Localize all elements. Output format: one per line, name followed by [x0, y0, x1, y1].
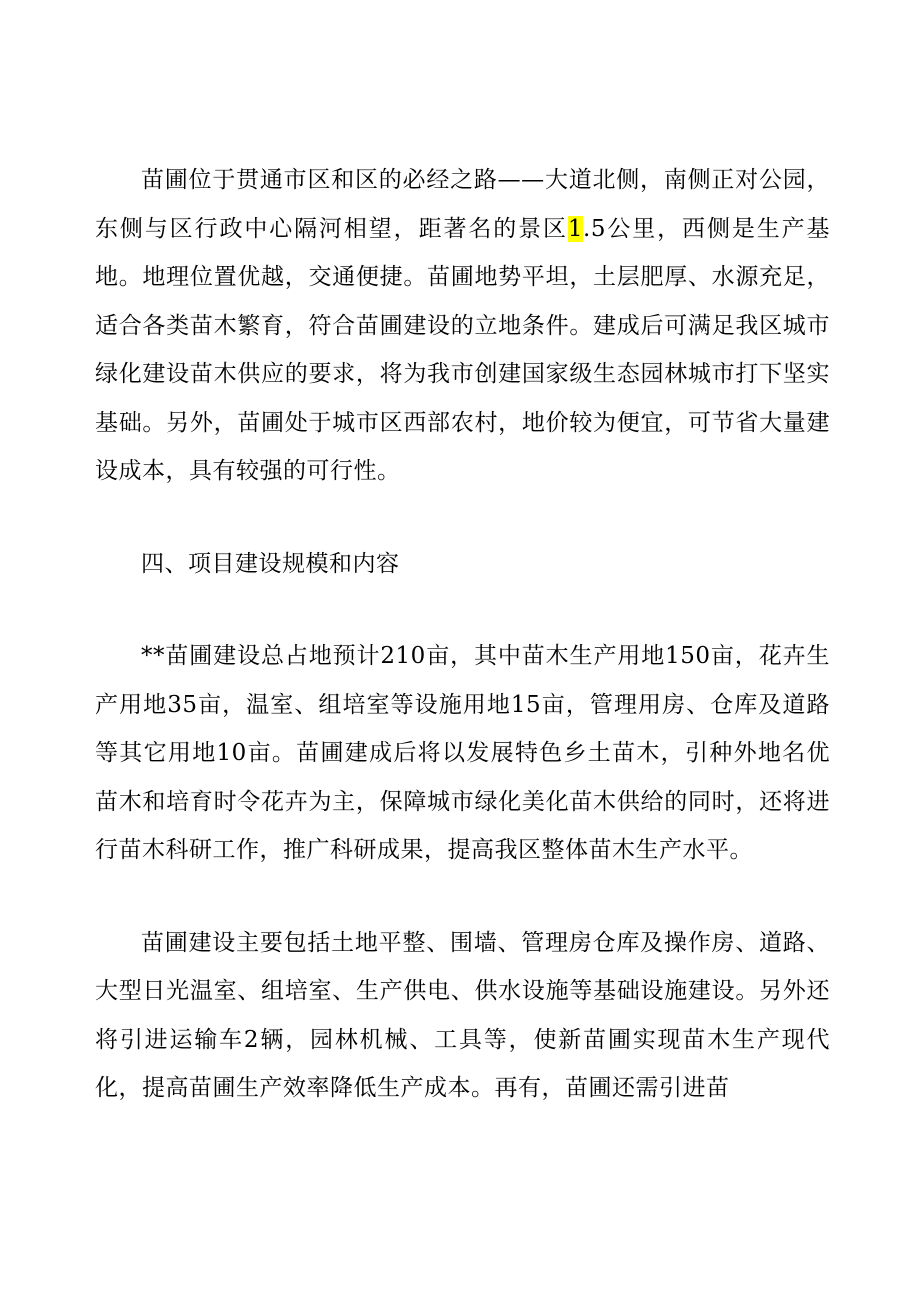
paragraph-location-text-after: .5公里，西侧是生产基地。地理位置优越，交通便捷。苗圃地势平坦，土层肥厚、水源充足，适合各类苗木繁育，符合苗圃建设的立地条件。建成后可满足我区城市绿化建设苗木供应的要求，将为我市创建国家级生态园林城市打下坚实基础。另外，苗圃处于城市区西部农村，地价较为便宜，可节省大量建设成本，具有较强的可行性。	[95, 215, 830, 484]
paragraph-location	[95, 156, 830, 496]
paragraph-spacer	[95, 496, 830, 540]
paragraph-spacer	[95, 875, 830, 919]
section-heading: 四、项目建设规模和内容	[141, 550, 400, 577]
paragraph-location-text-before: 苗圃位于贯通市区和区的必经之路——大道北侧，南侧正对公园，东侧与区行政中心隔河相望，距著名的景区	[95, 167, 830, 242]
paragraph-scale: **苗圃建设总占地预计210亩，其中苗木生产用地150亩，花卉生产用地35亩，温室、组培室等设施用地15亩，管理用房、仓库及道路等其它用地10亩。苗圃建成后将以发展特色乡土苗木，引种外地名优苗木和培育时令花卉为主，保障城市绿化美化苗木供给的同时，还将进行苗木科研工作，推广科研成果，提高我区整体苗木生产水平。	[95, 643, 830, 863]
highlighted-text: 1	[567, 215, 584, 242]
paragraph-spacer	[95, 588, 830, 632]
document-body	[95, 156, 830, 1113]
paragraph-content: 苗圃建设主要包括土地平整、围墙、管理房仓库及操作房、道路、大型日光温室、组培室、生产供电、供水设施等基础设施建设。另外还将引进运输车2辆，园林机械、工具等，使新苗圃实现苗木生产现代化，提高苗圃生产效率降低生产成本。再有，苗圃还需引进苗	[95, 929, 830, 1101]
